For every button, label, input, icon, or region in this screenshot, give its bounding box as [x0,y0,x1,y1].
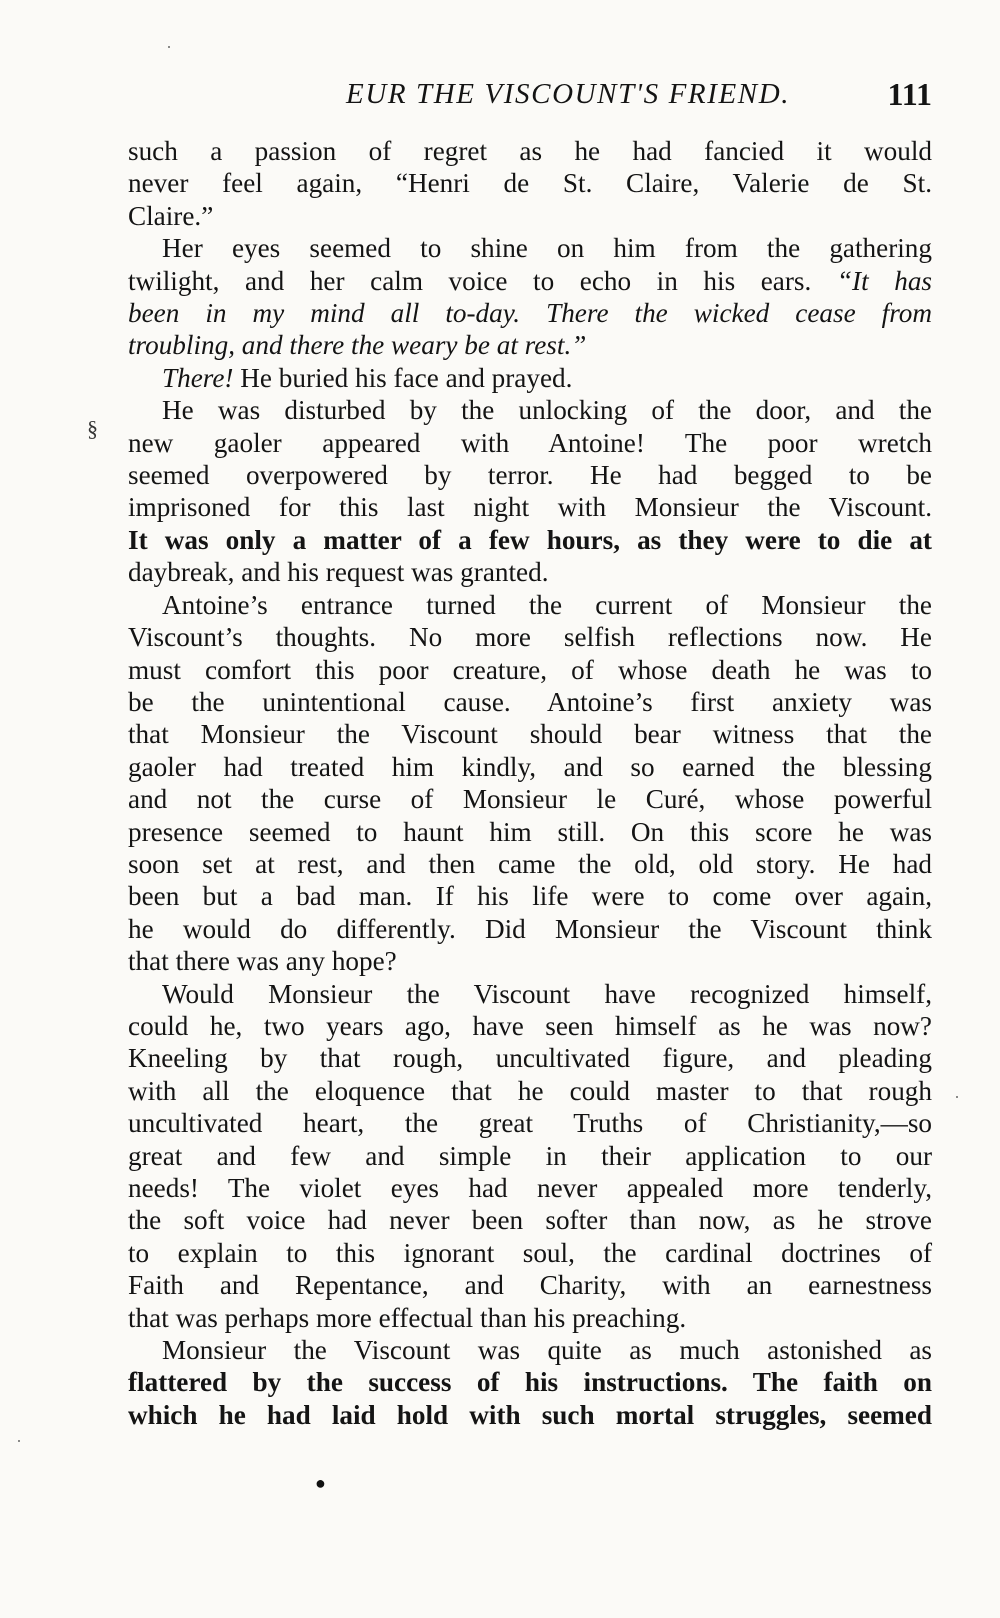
text-line: be the unintentional cause. Antoine’s first anxiety was [128,686,932,717]
text-line: could he, two years ago, have seen himself as he was now? [128,1010,932,1041]
quote-line: been in my mind all to-day. There the wicked cease from [128,298,932,329]
text-line: that Monsieur the Viscount should bear witness that the [128,719,932,750]
paper-speck [956,1096,958,1098]
text-line: Kneeling by that rough, uncultivated figure, and pleading [128,1043,932,1074]
text-line: he would do differently. Did Monsieur the Viscount think [128,913,932,944]
text-line: flattered by the success of his instructions. The faith on [128,1367,932,1398]
text-line [128,265,932,297]
text-line: Her eyes seemed to shine on him from the gathering [162,233,932,264]
text-line: Viscount’s thoughts. No more selfish reflections now. He [128,622,932,653]
text-line: Claire.” [128,200,214,231]
text-line: the soft voice had never been softer than now, as he strove [128,1205,932,1236]
page-header [128,76,932,116]
quote-run: “It has [836,265,932,296]
marginal-mark: § [87,416,98,441]
text-line: been but a bad man. If his life were to come over again, [128,881,932,912]
paper-speck [18,1440,20,1442]
text-line: presence seemed to haunt him still. On this score he was [128,816,932,847]
text-line: new gaoler appeared with Antoine! The poor wretch [128,427,932,458]
text-line: never feel again, “Henri de St. Claire, Valerie de St. [128,168,932,199]
text-line: that was perhaps more effectual than his preaching. [128,1302,687,1333]
text-line [128,362,932,394]
emphasis-there: There! [162,362,234,393]
quote-line: troubling, and there the weary be at rest.” [128,330,587,361]
text-line: Faith and Repentance, and Charity, with an earnestness [128,1270,932,1301]
text-line: It was only a matter of a few hours, as they were to die at [128,524,932,555]
text-line: daybreak, and his request was granted. [128,557,549,588]
paragraph-7 [128,1334,932,1431]
paragraph-3 [128,362,932,394]
paragraph-6 [128,978,932,1334]
text-line: such a passion of regret as he had fancied it would [128,136,932,166]
ink-blot: ● [315,1473,326,1493]
text-line: with all the eloquence that he could master to that rough [128,1075,932,1106]
text-line: gaoler had treated him kindly, and so earned the blessing [128,751,932,782]
paper-speck [168,46,170,48]
text-line: uncultivated heart, the great Truths of Christianity,—so [128,1108,932,1139]
text-line: Would Monsieur the Viscount have recognized himself, [162,978,932,1009]
text-run: He buried his face and prayed. [240,362,573,393]
paragraph-4 [128,394,932,588]
running-title: EUR THE VISCOUNT'S FRIEND. [346,78,791,110]
text-run: twilight, and her calm voice to echo in his ears. [128,265,812,296]
text-line: soon set at rest, and then came the old, old story. He had [128,848,932,879]
text-line: imprisoned for this last night with Monsieur the Viscount. [128,492,932,523]
text-line: to explain to this ignorant soul, the cardinal doctrines of [128,1237,932,1268]
paragraph-2 [128,232,932,362]
text-line: He was disturbed by the unlocking of the door, and the [162,395,932,426]
text-line: which he had laid hold with such mortal struggles, seemed [128,1399,932,1430]
text-line: Monsieur the Viscount was quite as much astonished as [162,1335,932,1366]
text-line: must comfort this poor creature, of whose death he was to [128,654,932,685]
paragraph-1 [128,135,932,232]
text-line: great and few and simple in their application to our [128,1140,932,1171]
text-line: seemed overpowered by terror. He had begged to be [128,460,932,491]
page-number: 111 [887,76,932,112]
text-line: and not the curse of Monsieur le Curé, whose powerful [128,784,932,815]
text-line: that there was any hope? [128,946,397,977]
body-text [128,135,932,1431]
text-line: needs! The violet eyes had never appealed more tenderly, [128,1173,932,1203]
text-line: Antoine’s entrance turned the current of Monsieur the [162,589,932,620]
paragraph-5 [128,589,932,978]
